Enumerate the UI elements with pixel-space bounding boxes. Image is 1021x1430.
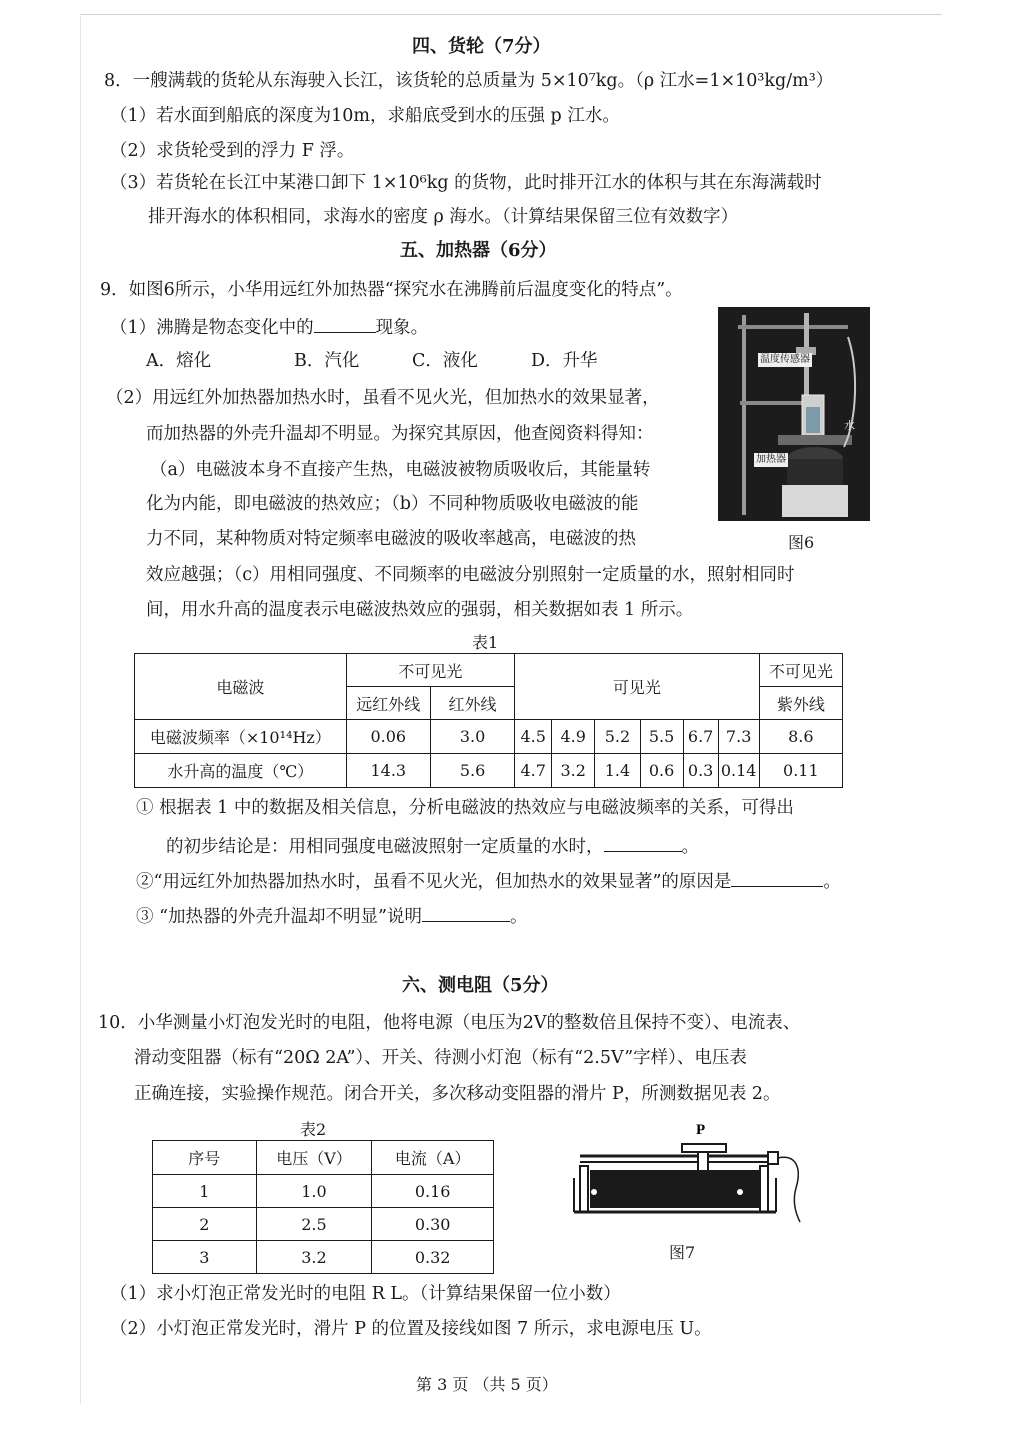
q9-option-c: C．液化 [412,351,478,371]
q9-sub1-line2 [166,833,699,858]
q9-sub1-line1: ① 根据表 1 中的数据及相关信息，分析电磁波的热效应与电磁波频率的关系，可得出 [136,798,794,818]
row-temperature-label: 水升高的温度（℃） [135,754,347,788]
table-cell: 0.11 [759,754,842,788]
q8-part3-line2: 排开海水的体积相同，求海水的密度 ρ 海水。（计算结果保留三位有效数字） [148,207,739,227]
figure-7-rheostat [570,1118,810,1238]
table-cell: 4.7 [515,754,552,788]
table-cell: 1.4 [595,754,640,788]
q8-part2: （2）求货轮受到的浮力 F 浮。 [110,141,355,161]
table-cell: 8.6 [759,720,842,754]
table-cell: 3.2 [552,754,595,788]
table-cell: 14.3 [346,754,430,788]
answer-blank[interactable] [422,903,510,922]
q9-sub2 [136,868,841,893]
period: 。 [681,837,699,857]
q8-part3-line1: （3）若货轮在长江中某港口卸下 1×10⁶kg 的货物，此时排开江水的体积与其在东海满载时 [110,173,822,193]
table-cell: 7.3 [718,720,759,754]
th-invisible-light-2: 不可见光 [759,654,842,687]
q9-part2-line1: （2）用远红外加热器加热水时，虽看不见火光，但加热水的效果显著， [106,388,660,408]
table-2 [152,1140,494,1274]
q10-part1: （1）求小灯泡正常发光时的电阻 R L。（计算结果保留一位小数） [110,1284,621,1304]
section-6-title: 六、测电阻（5分） [402,975,559,996]
q9-sub1-text: 的初步结论是：用相同强度电磁波照射一定质量的水时， [166,837,604,857]
q9-part1-prefix: （1）沸腾是物态变化中的 [110,318,314,338]
q9-option-d: D．升华 [531,351,598,371]
table-cell: 2.5 [256,1208,372,1241]
th-index: 序号 [153,1141,257,1175]
table-cell: 4.5 [515,720,552,754]
period: 。 [823,872,841,892]
th-visible-light: 可见光 [515,654,760,720]
section-4-title: 四、货轮（7分） [412,36,551,57]
table-cell: 1 [153,1175,257,1208]
q9-part2-line3: （a）电磁波本身不直接产生热，电磁波被物质吸收后，其能量转 [150,460,651,480]
label-temperature-sensor: 温度传感器 [760,354,810,365]
label-heater: 加热器 [756,454,786,465]
figure-6-photo [718,307,870,521]
answer-blank[interactable] [314,314,376,333]
q9-part1-suffix: 现象。 [375,318,429,338]
table-cell: 0.14 [718,754,759,788]
q9-option-b: B．汽化 [294,351,360,371]
table-cell: 1.0 [256,1175,372,1208]
figure-6-caption: 图6 [788,533,815,552]
q10-part2: （2）小灯泡正常发光时，滑片 P 的位置及接线如图 7 所示，求电源电压 U。 [110,1319,712,1339]
answer-blank[interactable] [604,833,682,852]
q9-part2-line4: 化为内能，即电磁波的热效应；（b）不同种物质吸收电磁波的能 [146,494,639,514]
q9-part1 [110,314,428,339]
answer-blank[interactable] [731,868,823,887]
th-invisible-light: 不可见光 [346,654,515,687]
left-margin-rule [80,14,81,1404]
table-cell: 0.30 [372,1208,494,1241]
slider-p-label: P [696,1122,706,1138]
q10-line2: 滑动变阻器（标有“20Ω 2A”）、开关、待测小灯泡（标有“2.5V”字样）、电压表 [134,1048,747,1068]
row-frequency-label: 电磁波频率（×10¹⁴Hz） [135,720,347,754]
page-footer: 第 3 页 （共 5 页） [416,1375,558,1394]
table-cell: 0.06 [346,720,430,754]
table-cell: 2 [153,1208,257,1241]
table-cell: 3.2 [256,1241,372,1274]
table-cell: 0.32 [372,1241,494,1274]
table-cell: 3.0 [430,720,514,754]
q8-part1: （1）若水面到船底的深度为10m，求船底受到水的压强 p 江水。 [110,106,620,126]
q10-line3: 正确连接，实验操作规范。闭合开关，多次移动变阻器的滑片 P，所测数据见表 2。 [134,1084,781,1104]
th-wave: 电磁波 [135,654,347,720]
table-cell: 3 [153,1241,257,1274]
q10-line1: 10．小华测量小灯泡发光时的电阻，他将电源（电压为2V的整数倍且保持不变）、电流表、 [98,1013,801,1033]
th-current: 电流（A） [372,1141,494,1175]
q9-sub3 [136,903,527,928]
q9-option-a: A．熔化 [146,351,212,371]
table-cell: 0.3 [683,754,718,788]
top-rule [80,14,942,15]
table-cell: 5.6 [430,754,514,788]
table-cell: 6.7 [683,720,718,754]
q9-part2-line5: 力不同，某种物质对特定频率电磁波的吸收率越高，电磁波的热 [146,529,636,549]
q9-part2-line7: 间，用水升高的温度表示电磁波热效应的强弱，相关数据如表 1 所示。 [146,600,694,620]
period: 。 [509,907,528,927]
table-cell: 0.6 [640,754,683,788]
table-cell: 5.5 [640,720,683,754]
table-cell: 0.16 [372,1175,494,1208]
q8-stem: 8．一艘满载的货轮从东海驶入长江，该货轮的总质量为 5×10⁷kg。（ρ 江水=1×10³kg/m³） [104,71,834,91]
th-far-infrared: 远红外线 [346,687,430,720]
q9-part2-line2: 而加热器的外壳升温却不明显。为探究其原因，他查阅资料得知： [146,424,654,444]
q9-stem: 9．如图6所示，小华用远红外加热器“探究水在沸腾前后温度变化的特点”。 [100,280,683,300]
q9-part2-line6: 效应越强；（c）用相同强度、不同频率的电磁波分别照射一定质量的水，照射相同时 [146,565,795,585]
table-2-caption: 表2 [300,1120,327,1139]
label-water: 水 [844,419,855,432]
table-1 [134,653,843,788]
th-voltage: 电压（V） [256,1141,372,1175]
figure-7-caption: 图7 [669,1243,696,1262]
table-cell: 5.2 [595,720,640,754]
heating-apparatus-illustration [718,307,870,521]
q9-sub2-text: ②“用远红外加热器加热水时，虽看不见火光，但加热水的效果显著”的原因是 [136,872,732,892]
section-5-title: 五、加热器（6分） [400,240,557,261]
q9-sub3-text: ③ “加热器的外壳升温却不明显”说明 [136,907,422,927]
th-ultraviolet: 紫外线 [759,687,842,720]
table-cell: 4.9 [552,720,595,754]
table-1-caption: 表1 [472,633,499,652]
th-infrared: 红外线 [430,687,514,720]
